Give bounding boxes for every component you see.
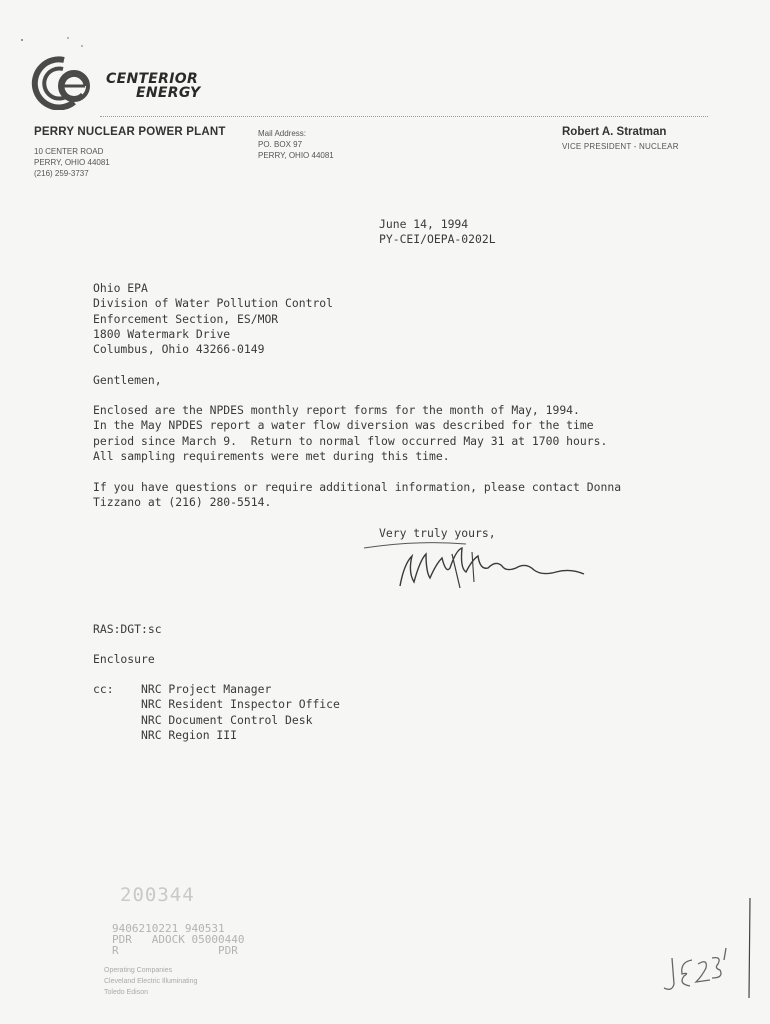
paragraph-line: Tizzano at (216) 280-5514. xyxy=(93,495,272,510)
mail-address-line: PO. BOX 97 xyxy=(258,140,303,149)
ops-line: Toledo Edison xyxy=(104,989,148,996)
operating-companies xyxy=(104,965,197,998)
paragraph-line: period since March 9. Return to normal flow occurred May 31 at 1700 hours. xyxy=(93,433,608,448)
mail-address-block xyxy=(258,128,334,161)
centerior-energy-logo-icon xyxy=(30,54,94,110)
ops-line: Cleveland Electric Illuminating xyxy=(104,978,198,985)
executive-title: VICE PRESIDENT - NUCLEAR xyxy=(562,142,679,151)
document-control-number xyxy=(112,923,244,956)
handwritten-signature xyxy=(356,538,588,594)
cc-label: cc: xyxy=(93,682,114,696)
cc-recipient: NRC Resident Inspector Office xyxy=(141,697,340,712)
executive-name: Robert A. Stratman xyxy=(562,126,667,138)
docnum-line: R PDR xyxy=(112,944,238,957)
paragraph-line: In the May NPDES report a water flow diversion was described for the time xyxy=(93,418,594,433)
letter-date: June 14, 1994 xyxy=(379,217,469,231)
brand-line-2: ENERGY xyxy=(136,85,201,101)
plant-address-line: 10 CENTER ROAD xyxy=(34,147,104,156)
letterhead-rule xyxy=(100,116,708,117)
paragraph-line: All sampling requirements were met during this time. xyxy=(93,448,450,463)
body-paragraph-2 xyxy=(93,480,621,511)
plant-phone: (216) 259-3737 xyxy=(34,169,89,178)
company-brand xyxy=(106,72,201,100)
page-edge-mark xyxy=(744,898,756,998)
handwritten-note xyxy=(660,944,730,1000)
recipient-line: 1800 Watermark Drive xyxy=(93,326,231,341)
recipient-line: Division of Water Pollution Control xyxy=(93,296,334,311)
recipient-line: Enforcement Section, ES/MOR xyxy=(93,311,279,326)
faint-stamp-number: 200344 xyxy=(120,884,195,906)
brand-line-1: CENTERIOR xyxy=(106,71,199,87)
docnum-line: 9406210221 940531 xyxy=(112,922,225,935)
date-block xyxy=(379,217,496,248)
scan-specks xyxy=(0,0,120,60)
body-paragraph-1 xyxy=(93,403,607,464)
cc-recipient: NRC Region III xyxy=(141,727,238,742)
plant-address-line: PERRY, OHIO 44081 xyxy=(34,158,110,167)
cc-list xyxy=(141,682,340,743)
letter-reference: PY-CEI/OEPA-0202L xyxy=(379,232,496,247)
enclosure-note: Enclosure xyxy=(93,652,155,666)
recipient-address xyxy=(93,281,333,357)
recipient-line: Ohio EPA xyxy=(93,281,148,295)
paragraph-line: If you have questions or require additional information, please contact Donna xyxy=(93,480,622,494)
cc-recipient: NRC Document Control Desk xyxy=(141,712,313,727)
recipient-line: Columbus, Ohio 43266-0149 xyxy=(93,342,265,357)
ops-line: Operating Companies xyxy=(104,967,173,974)
closing: Very truly yours, xyxy=(379,526,496,540)
cc-recipient: NRC Project Manager xyxy=(141,682,272,696)
plant-name: PERRY NUCLEAR POWER PLANT xyxy=(34,126,226,138)
salutation: Gentlemen, xyxy=(93,373,162,387)
mail-address-label: Mail Address: xyxy=(258,129,307,138)
mail-address-line: PERRY, OHIO 44081 xyxy=(258,151,334,160)
reference-initials: RAS:DGT:sc xyxy=(93,622,162,636)
paragraph-line: Enclosed are the NPDES monthly report forms for the month of May, 1994. xyxy=(93,403,580,417)
executive-block xyxy=(562,126,679,151)
docnum-line: PDR ADOCK 05000440 xyxy=(112,933,245,946)
plant-block xyxy=(34,126,226,179)
